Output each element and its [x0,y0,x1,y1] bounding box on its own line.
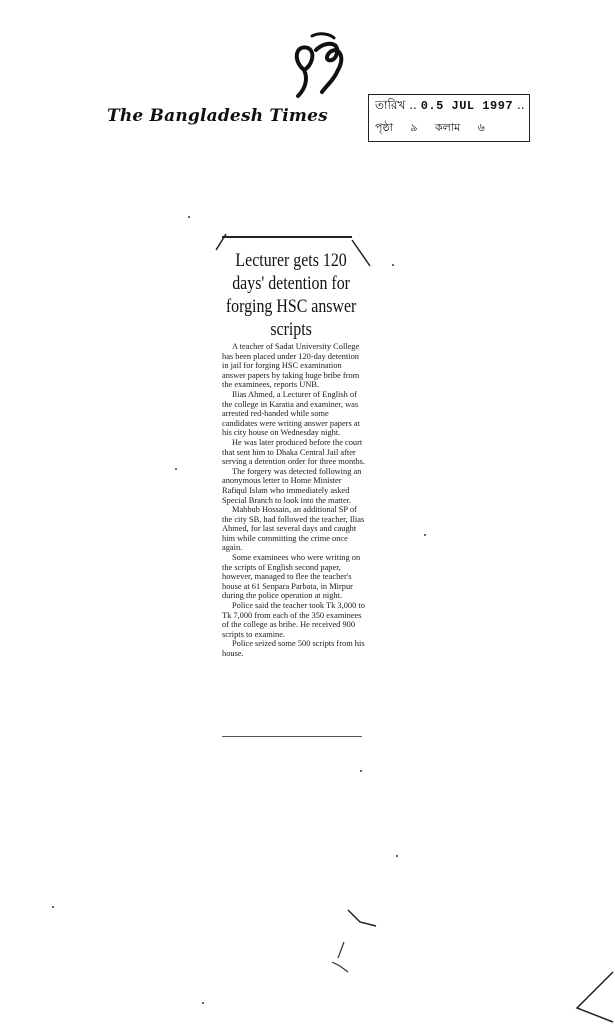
handwritten-number-mark [286,30,356,100]
article-body [222,342,366,659]
scan-speck [424,534,426,536]
article-headline: Lecturer gets 120 days' detention for forging HSC answer scripts [225,251,357,340]
newspaper-masthead: The Bangladesh Times [107,106,328,126]
article-paragraph: Police seized some 500 scripts from his house. [222,639,365,658]
article-paragraph: Ilias Ahmed, a Lecturer of English of the college in Karatia and examiner, was arrested red-handed while some candidates were writing answer papers at his city house on Wednesday night. [222,389,360,438]
archive-date-stamp [368,94,530,142]
scribble-mark [320,900,380,980]
stamp-page-value: ৯ [410,121,418,134]
scan-speck [360,770,362,772]
stamp-column-value: ৬ [477,121,485,134]
stamp-date-label: তারিখ [375,98,406,112]
stamp-page-label: পৃষ্ঠা [375,121,393,134]
page-corner-fold [565,964,615,1024]
article-paragraph: A teacher of Sadat University College has been placed under 120-day detention in jail for forging HSC examination answer papers by taking huge bribe from the examinees, reports UNB. [222,342,360,390]
scan-speck [52,906,54,908]
stamp-page-row [375,119,499,138]
stamp-date-value: 0.5 JUL 1997 [420,99,514,113]
clip-corner-mark [212,232,232,252]
article-paragraph: Mahbub Hossain, an additional SP of the city SB, had followed the teacher, Ilias Ahmed, for last several days and caught him while committing the crime once again. [222,505,365,553]
stamp-column-label: কলাম [434,121,461,134]
article-paragraph: Some examinees who were writing on the scripts of English second paper, however, managed to flee the teacher's house at 61 Senpara Parbata, in Mirpur during the police operation at night. [222,553,361,601]
clipping-bottom-rule [222,736,362,737]
scan-speck [392,264,394,266]
article-paragraph: He was later produced before the court that sent him to Dhaka Central Jail after serving a detention order for three months. [222,437,366,467]
scan-speck [188,216,190,218]
scan-speck [202,1002,204,1004]
article-paragraph: The forgery was detected following an anonymous letter to Home Minister Rafiqul Islam who immediately asked Special Branch to look into the matter. [222,466,362,505]
article-paragraph: Police said the teacher took Tk 3,000 to Tk 7,000 from each of the 350 examinees of the college as bribe. He received 900 scripts to examine. [222,601,365,639]
clipping-top-rule [222,236,352,238]
scan-speck [175,468,177,470]
stamp-date-row: তারিখ .. 0.5 JUL 1997 .. [375,98,525,113]
scan-speck [396,855,398,857]
news-clipping [212,236,368,740]
